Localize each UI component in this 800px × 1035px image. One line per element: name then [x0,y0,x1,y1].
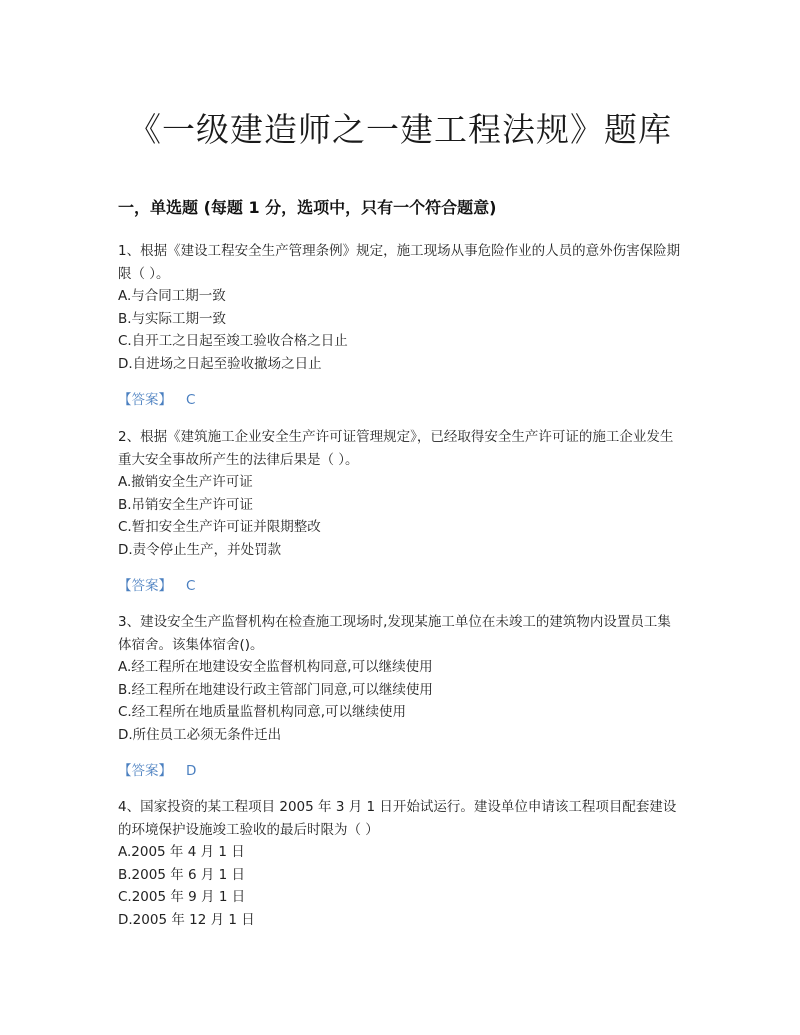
answer-row [118,575,684,597]
answer-row [118,389,684,411]
option-c: C.2005 年 9 月 1 日 [118,889,246,905]
option-a: A.与合同工期一致 [118,288,226,304]
answer-value: C [186,392,196,408]
option-b: B.吊销安全生产许可证 [118,496,254,513]
option-b: B.经工程所在地建设行政主管部门同意,可以继续使用 [118,681,433,698]
option-a: A.撤销安全生产许可证 [118,474,253,490]
answer-label: 【答案】 [118,392,172,408]
question-2 [118,426,684,597]
option-d: D.自进场之日起至验收撤场之日止 [118,355,322,372]
answer-value: D [186,763,197,779]
option-b: B.2005 年 6 月 1 日 [118,866,246,883]
question-stem: 3、建设安全生产监督机构在检查施工现场时,发现某施工单位在未竣工的建筑物内设置员工集体宿舍。该集体宿舍()。 [118,614,671,653]
answer-value: C [186,578,196,594]
option-d: D.所住员工必须无条件迁出 [118,726,282,743]
answer-label: 【答案】 [118,578,172,594]
option-d: D.2005 年 12 月 1 日 [118,911,255,928]
answer-label: 【答案】 [118,763,172,779]
option-c: C.暂扣安全生产许可证并限期整改 [118,519,321,535]
question-3 [118,611,684,782]
question-4 [118,796,684,931]
option-b: B.与实际工期一致 [118,310,227,327]
option-c: C.自开工之日起至竣工验收合格之日止 [118,333,348,349]
section-heading: 一，单选题 (每题 1 分，选项中，只有一个符合题意) [118,198,497,217]
question-stem: 2、根据《建筑施工企业安全生产许可证管理规定》，已经取得安全生产许可证的施工企业发生重大安全事故所产生的法律后果是（ ）。 [118,429,674,468]
option-a: A.经工程所在地建设安全监督机构同意,可以继续使用 [118,659,433,675]
question-stem: 4、国家投资的某工程项目 2005 年 3 月 1 日开始试运行。建设单位申请该工程项目配套建设的环境保护设施竣工验收的最后时限为（ ） [118,799,677,838]
option-d: D.责令停止生产，并处罚款 [118,541,282,558]
document-title: 《一级建造师之一建工程法规》题库 [128,110,672,149]
option-c: C.经工程所在地质量监督机构同意,可以继续使用 [118,704,407,720]
question-1 [118,240,684,411]
question-stem: 1、根据《建设工程安全生产管理条例》规定，施工现场从事危险作业的人员的意外伤害保险期限（ ）。 [118,243,681,282]
option-a: A.2005 年 4 月 1 日 [118,844,245,860]
answer-row [118,760,684,782]
